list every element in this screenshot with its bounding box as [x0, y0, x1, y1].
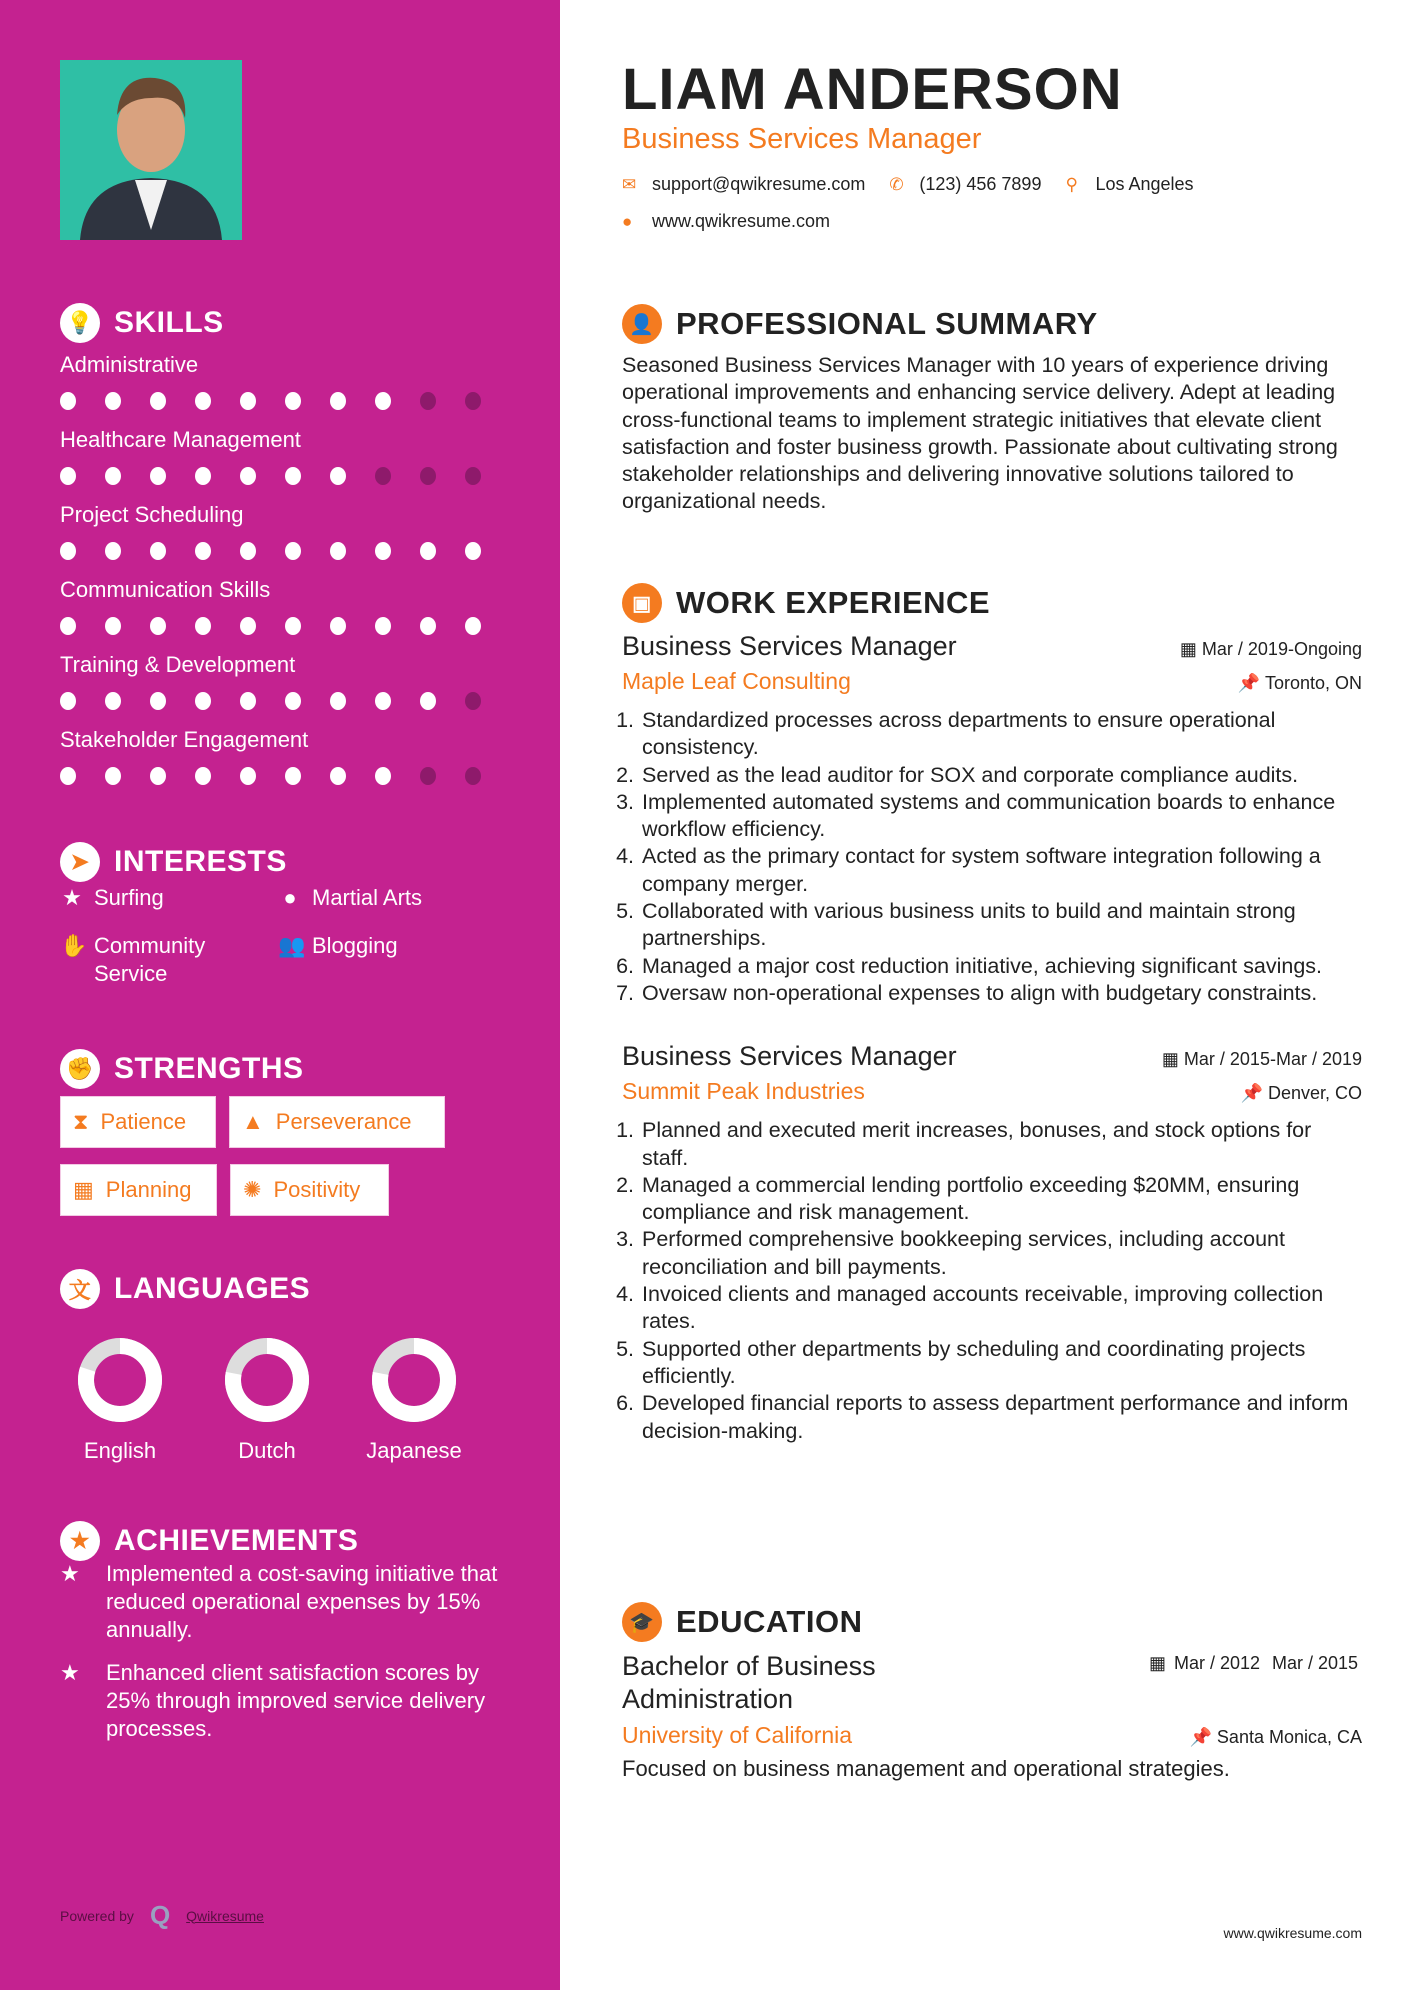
user-icon: 👤 — [622, 304, 662, 344]
rating-dot — [330, 392, 346, 410]
skill-item — [60, 352, 510, 410]
rating-dot — [240, 467, 256, 485]
rating-dot — [105, 692, 121, 710]
company: Maple Leaf Consulting — [622, 668, 851, 694]
rating-dot — [330, 467, 346, 485]
rating-dot — [240, 392, 256, 410]
job-bullet: 5. Collaborated with various business units to build and maintain strong partnerships. — [640, 898, 1362, 953]
powered-by: Powered by Q Qwikresume — [60, 1900, 264, 1930]
language-label: English — [83, 1438, 157, 1463]
achievement-item: ★ Implemented a cost-saving initiative that reduced operational expenses by 15% annually. — [60, 1561, 498, 1642]
qwikresume-link[interactable]: Qwikresume — [186, 1907, 264, 1924]
rating-dot — [195, 617, 211, 635]
interest-item: ★ Surfing — [60, 884, 164, 912]
rating-dot — [465, 617, 481, 635]
profile-photo — [60, 60, 242, 240]
job-location: Toronto, ON — [1264, 673, 1362, 693]
interest-item: 👥 Blogging — [278, 933, 398, 958]
rating-dot — [330, 617, 346, 635]
rating-dot — [285, 767, 301, 785]
phone: (123) 456 7899 — [919, 174, 1042, 194]
email[interactable]: support@qwikresume.com — [652, 174, 866, 194]
rating-dot — [60, 467, 76, 485]
pushpin-icon: 📌 — [1237, 673, 1261, 693]
company: Summit Peak Industries — [622, 1078, 865, 1105]
rating-dot — [195, 392, 211, 410]
job-bullet: 2. Managed a commercial lending portfolio exceeding $20MM, ensuring compliance and risk management. — [640, 1172, 1362, 1227]
skill-label: Training & Development — [60, 652, 296, 677]
skill-rating — [60, 467, 510, 485]
rating-dot — [330, 767, 346, 785]
shooting-star-icon: ★ — [60, 1660, 80, 1685]
globe-icon: ● — [622, 211, 633, 231]
job-dates: Mar / 2019-Ongoing — [1201, 639, 1362, 659]
lightbulb-icon: 💡 — [60, 303, 100, 343]
job-entry — [622, 1041, 1362, 1445]
candidate-title: Business Services Manager — [622, 123, 982, 155]
achievements-heading: ★ ACHIEVEMENTS — [60, 1521, 358, 1561]
rating-dot — [195, 767, 211, 785]
education-section: 🎓 EDUCATION Bachelor of Business Administration ▦ Mar / 2012 Mar / 2015 University of California 📌 Santa Monica, CA Focused on business management and operational strategies. — [622, 1604, 1362, 1781]
calendar-icon: ▦ — [1179, 639, 1197, 659]
rating-dot — [240, 692, 256, 710]
job-bullet: 7. Oversaw non-operational expenses to align with budgetary constraints. — [640, 980, 1362, 1007]
qwikresume-logo-icon: Q — [149, 1900, 171, 1930]
achievement-item: ★ Enhanced client satisfaction scores by 25% through improved service delivery processes. — [60, 1660, 486, 1741]
rating-dot — [195, 692, 211, 710]
job-bullet: 3. Performed comprehensive bookkeeping services, including account reconciliation and bill payments. — [640, 1226, 1362, 1281]
skill-label: Stakeholder Engagement — [60, 727, 309, 752]
rating-dot — [375, 767, 391, 785]
language-donut — [60, 1336, 180, 1426]
skill-label: Communication Skills — [60, 577, 271, 602]
job-bullet: 2. Served as the lead auditor for SOX and corporate compliance audits. — [640, 762, 1362, 789]
rating-dot — [420, 392, 436, 410]
rating-dot — [60, 392, 76, 410]
degree: Bachelor of Business Administration — [622, 1651, 876, 1714]
rating-dot — [105, 392, 121, 410]
job-bullet: 4. Invoiced clients and managed accounts receivable, improving collection rates. — [640, 1281, 1362, 1336]
language-item — [60, 1336, 180, 1464]
graduate-icon: 🎓 — [622, 1602, 662, 1642]
job-bullet: 3. Implemented automated systems and communication boards to enhance workflow efficiency. — [640, 789, 1362, 844]
language-item — [207, 1336, 327, 1464]
rating-dot — [60, 692, 76, 710]
rating-dot — [285, 392, 301, 410]
school: University of California — [622, 1722, 853, 1748]
job-bullet: 4. Acted as the primary contact for system software integration following a company merger. — [640, 843, 1362, 898]
rating-dot — [420, 617, 436, 635]
rating-dot — [150, 617, 166, 635]
rating-dot — [240, 617, 256, 635]
strength-tag: ▲ Perseverance — [229, 1096, 445, 1148]
skill-rating — [60, 617, 510, 635]
language-label: Dutch — [238, 1438, 296, 1463]
rating-dot — [465, 392, 481, 410]
rating-dot — [240, 767, 256, 785]
pushpin-icon: 📌 — [1189, 1727, 1212, 1747]
rating-dot — [420, 692, 436, 710]
skill-item — [60, 502, 510, 560]
rating-dot — [375, 692, 391, 710]
sun-icon: ✺ — [243, 1177, 262, 1202]
briefcase-icon: ▣ — [622, 583, 662, 623]
rating-dot — [375, 467, 391, 485]
skill-item — [60, 577, 510, 635]
rating-dot — [330, 542, 346, 560]
summary-text: Seasoned Business Services Manager with 10 years of experience driving operational improvements and enhancing service delivery. Adept at leading cross-functional teams to implement strategic initiatives that elevate client satisfaction and foster business growth. Passionate about cultivating strong stakeholder relationships and delivering innovative solutions tailored to organizational needs. — [622, 353, 1338, 514]
rating-dot — [150, 392, 166, 410]
hand-icon: ✋ — [60, 933, 88, 958]
fist-icon: ✊ — [60, 1049, 100, 1089]
pushpin-icon: 📌 — [1240, 1083, 1263, 1104]
job-bullets — [622, 707, 1362, 1007]
interests-heading: ➤ INTERESTS — [60, 842, 287, 882]
sidebar — [0, 0, 560, 1990]
header — [622, 56, 1362, 232]
skill-label: Administrative — [60, 352, 199, 377]
paper-plane-icon: ➤ — [60, 842, 100, 882]
rating-dot — [330, 692, 346, 710]
skill-rating — [60, 767, 510, 785]
language-icon: 文 — [60, 1269, 100, 1309]
shooting-star-icon: ★ — [60, 1561, 80, 1586]
experience-section: ▣ WORK EXPERIENCE Business Services Manager ▦ Mar / 2019-Ongoing Maple Leaf Consulting 📌 Toronto, ON 1. Standardized processes across departments to ensure operational consistency. 2. Served as the lead auditor for SOX and corporate compliance audits. 3. Implemented automated systems and communication boards to enhance workflow efficiency. 4. Acted as the primary contact for system software integration following a company merger. 5. Collaborated with various business units to build and maintain strong partnerships. 6. Managed a major cost reduction initiative, achieving significant savings. 7. Oversaw non-operational expenses to align with budgetary constraints. Business Services Manager ▦ Mar / 2015-Mar / 2019 Summit Peak Industries 📌 Denver, CO 1. Planned and executed merit increases, bonuses, and stock options for staff. 2. Managed a commercial lending portfolio exceeding $20MM, ensuring compliance and risk management. 3. Performed comprehensive bookkeeping services, including account reconciliation and bill payments. 4. Invoiced clients and managed accounts receivable, improving collection rates. 5. Supported other departments by scheduling and coordinating projects efficiently. 6. Developed financial reports to assess department performance and inform decision-making. — [622, 583, 1362, 1445]
rating-dot — [420, 767, 436, 785]
footer-website[interactable]: www.qwikresume.com — [1223, 1925, 1362, 1941]
language-donut — [354, 1336, 474, 1426]
strength-tag: ⧗ Patience — [60, 1096, 216, 1148]
job-title: Business Services Manager — [622, 631, 957, 661]
skill-rating — [60, 542, 510, 560]
envelope-icon: ✉ — [622, 174, 637, 194]
skill-item — [60, 652, 510, 710]
strengths-heading: ✊ STRENGTHS — [60, 1049, 304, 1089]
skill-rating — [60, 392, 510, 410]
calendar-icon: ▦ — [73, 1177, 94, 1202]
rating-dot — [195, 467, 211, 485]
skill-item — [60, 727, 510, 785]
language-donut — [207, 1336, 327, 1426]
job-bullet: 6. Managed a major cost reduction initiative, achieving significant savings. — [640, 953, 1362, 980]
website[interactable]: www.qwikresume.com — [652, 211, 831, 231]
candidate-name: LIAM ANDERSON — [622, 57, 1123, 122]
rating-dot — [465, 767, 481, 785]
skill-label: Healthcare Management — [60, 427, 301, 452]
rating-dot — [375, 617, 391, 635]
rating-dot — [285, 692, 301, 710]
edu-description: Focused on business management and operational strategies. — [622, 1756, 1230, 1781]
rating-dot — [60, 542, 76, 560]
phone-icon: ✆ — [889, 174, 904, 194]
language-item — [354, 1336, 474, 1464]
rating-dot — [105, 767, 121, 785]
skill-rating — [60, 692, 510, 710]
job-bullet: 1. Planned and executed merit increases, bonuses, and stock options for staff. — [640, 1117, 1362, 1172]
job-bullet: 1. Standardized processes across departments to ensure operational consistency. — [640, 707, 1362, 762]
language-label: Japanese — [366, 1438, 462, 1463]
rating-dot — [465, 467, 481, 485]
interest-item: ● Martial Arts — [278, 884, 422, 912]
rating-dot — [150, 542, 166, 560]
skill-item — [60, 427, 510, 485]
rating-dot — [375, 392, 391, 410]
road-icon: ▲ — [242, 1109, 264, 1134]
rating-dot — [195, 542, 211, 560]
strength-tag: ▦ Planning — [60, 1164, 217, 1216]
job-bullet: 6. Developed financial reports to assess department performance and inform decision-making. — [640, 1390, 1362, 1445]
calendar-icon: ▦ — [1161, 1049, 1179, 1070]
map-pin-icon: ⚲ — [1065, 174, 1078, 194]
job-bullet: 5. Supported other departments by scheduling and coordinating projects efficiently. — [640, 1336, 1362, 1391]
rating-dot — [285, 542, 301, 560]
rating-dot — [60, 767, 76, 785]
rating-dot — [150, 692, 166, 710]
calendar-icon: ▦ — [1148, 1653, 1166, 1673]
rating-dot — [105, 617, 121, 635]
job-dates: Mar / 2015-Mar / 2019 — [1183, 1049, 1362, 1070]
hourglass-icon: ⧗ — [73, 1109, 89, 1134]
achievement-star-icon: ★ — [60, 1521, 100, 1561]
edu-start: Mar / 2012 — [1174, 1653, 1261, 1673]
job-bullets — [622, 1117, 1362, 1445]
rating-dot — [150, 767, 166, 785]
rating-dot — [105, 467, 121, 485]
skills-heading: 💡 SKILLS — [60, 303, 224, 343]
interest-item: ✋ Community Service — [60, 933, 206, 986]
rating-dot — [375, 542, 391, 560]
location: Los Angeles — [1095, 174, 1194, 194]
rating-dot — [465, 692, 481, 710]
rating-dot — [60, 617, 76, 635]
rating-dot — [420, 542, 436, 560]
rating-dot — [150, 467, 166, 485]
rating-dot — [240, 542, 256, 560]
rating-dot — [465, 542, 481, 560]
globe-icon: ● — [283, 885, 297, 910]
job-entry — [622, 631, 1362, 1007]
job-location: Denver, CO — [1267, 1083, 1362, 1104]
users-icon: 👥 — [278, 933, 306, 958]
languages-heading: 文 LANGUAGES — [60, 1269, 310, 1309]
rating-dot — [285, 467, 301, 485]
strength-tag: ✺ Positivity — [230, 1164, 389, 1216]
summary-section: 👤 PROFESSIONAL SUMMARY Seasoned Business Services Manager with 10 years of experience driving operational improvements and enhancing service delivery. Adept at leading cross-functional teams to implement strategic initiatives that elevate client satisfaction and foster business growth. Passionate about cultivating strong stakeholder relationships and delivering innovative solutions tailored to organizational needs. — [622, 304, 1362, 516]
rating-dot — [285, 617, 301, 635]
skill-label: Project Scheduling — [60, 502, 244, 527]
job-title: Business Services Manager — [622, 1041, 957, 1072]
star-icon: ★ — [62, 885, 82, 910]
rating-dot — [105, 542, 121, 560]
edu-end: Mar / 2015 — [1272, 1653, 1359, 1673]
rating-dot — [420, 467, 436, 485]
